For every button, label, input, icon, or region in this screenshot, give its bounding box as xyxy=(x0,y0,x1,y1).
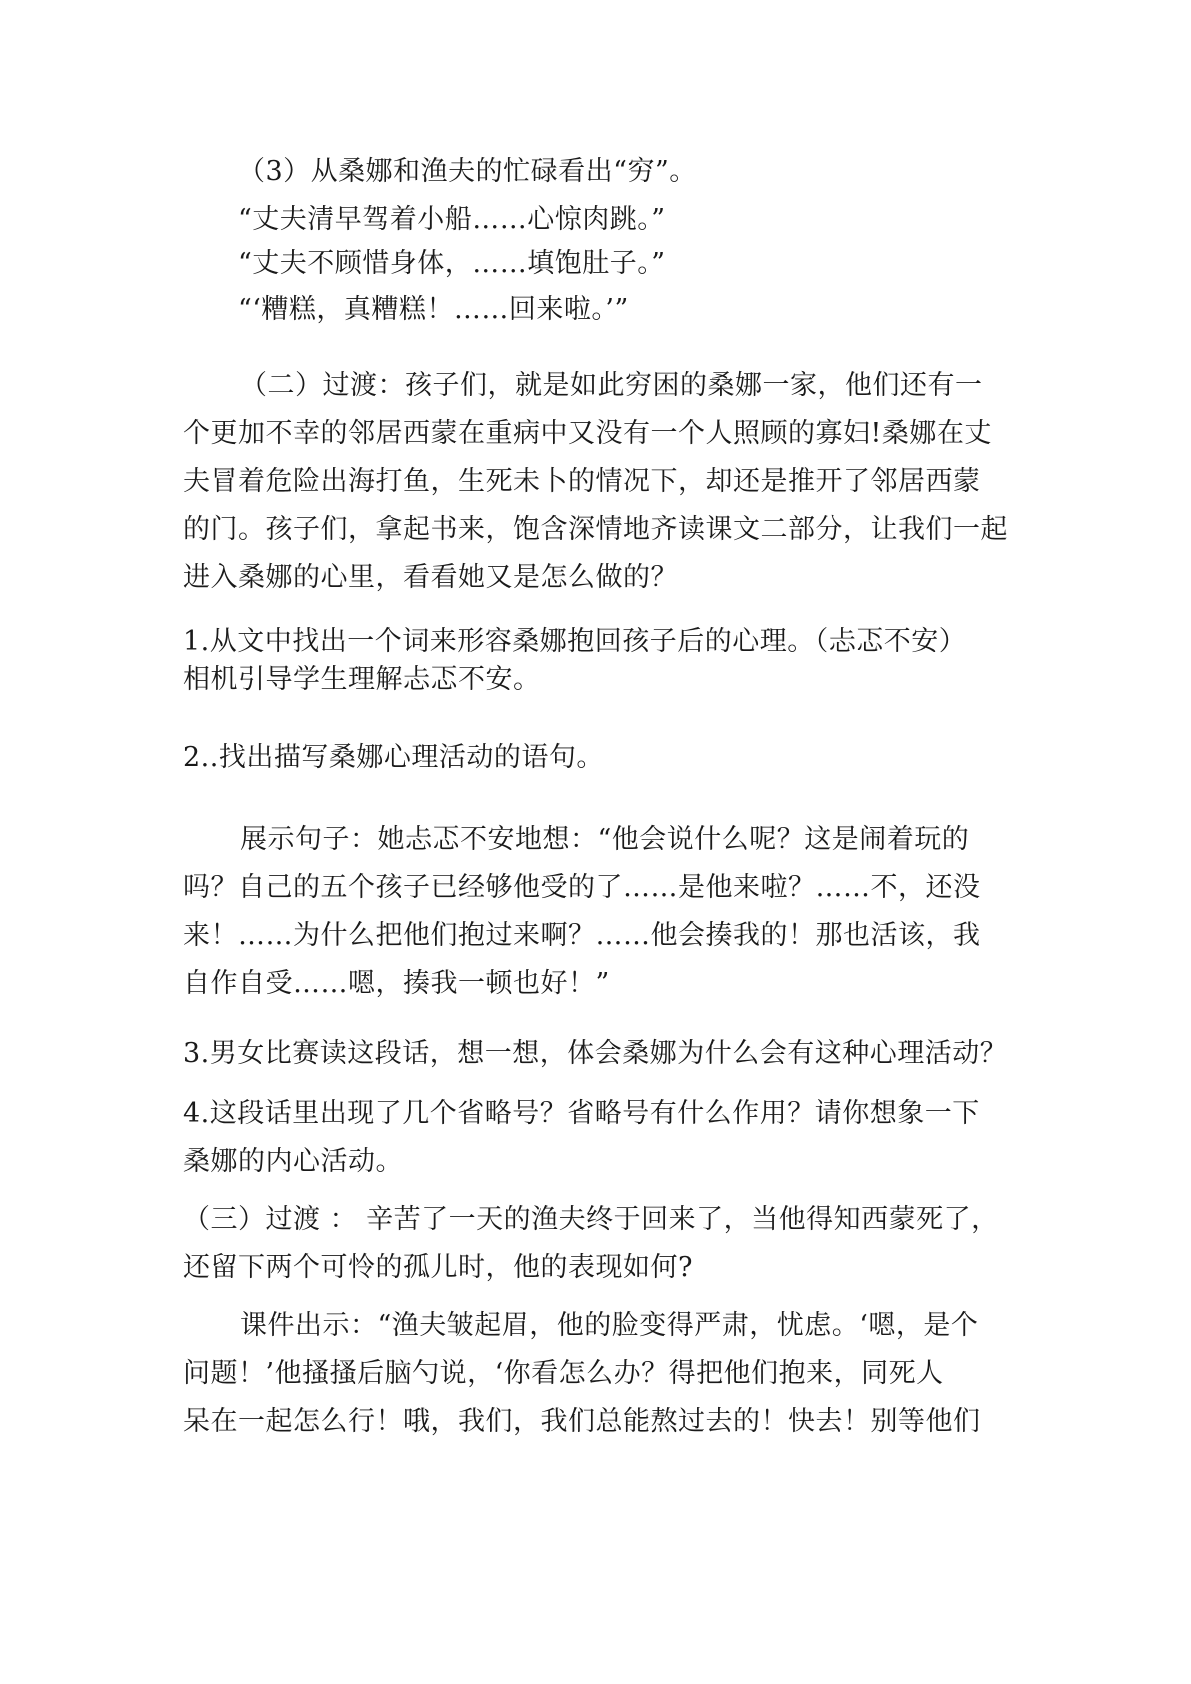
paragraph-line: 课件出示：“渔夫皱起眉，他的脸变得严肃，忧虑。‘嗯，是个 xyxy=(240,1310,979,1341)
paragraph-line: 个更加不幸的邻居西蒙在重病中又没有一个人照顾的寡妇!桑娜在丈 xyxy=(183,418,992,449)
guide-note: 相机引导学生理解忐忑不安。 xyxy=(183,664,541,695)
paragraph-line: 吗？自己的五个孩子已经够他受的了……是他来啦？……不，还没 xyxy=(183,872,981,903)
paragraph-line: 夫冒着危险出海打鱼，生死未卜的情况下，却还是推开了邻居西蒙 xyxy=(183,466,981,497)
paragraph-line: 呆在一起怎么行！哦，我们，我们总能熬过去的！快去！别等他们 xyxy=(183,1406,981,1437)
paragraph-line: 的门。孩子们，拿起书来，饱含深情地齐读课文二部分，让我们一起 xyxy=(183,514,1008,545)
question-4-paragraph xyxy=(183,1090,1023,1186)
quote-line: “‘糟糕，真糟糕！……回来啦。’” xyxy=(238,294,629,325)
point-3-heading: （3）从桑娜和渔夫的忙碌看出“穷”。 xyxy=(238,156,697,187)
paragraph-line: 自作自受……嗯，揍我一顿也好！” xyxy=(183,968,610,999)
paragraph-line: 4.这段话里出现了几个省略号？省略号有什么作用？请你想象一下 xyxy=(183,1098,980,1129)
question-3: 3.男女比赛读这段话，想一想，体会桑娜为什么会有这种心理活动？ xyxy=(183,1038,1008,1069)
quote-line: “丈夫清早驾着小船……心惊肉跳。” xyxy=(238,204,666,235)
courseware-paragraph xyxy=(183,1302,1023,1446)
question-1: 1.从文中找出一个词来形容桑娜抱回孩子后的心理。（忐忑不安） xyxy=(183,626,967,657)
paragraph-line: （三）过渡 ： 辛苦了一天的渔夫终于回来了，当他得知西蒙死了， xyxy=(183,1204,999,1235)
show-sentence-paragraph xyxy=(183,816,1023,1008)
paragraph-line: 问题！’他搔搔后脑勺说，‘你看怎么办？得把他们抱来，同死人 xyxy=(183,1358,944,1389)
paragraph-line: 展示句子：她忐忑不安地想：“他会说什么呢？这是闹着玩的 xyxy=(240,824,970,855)
paragraph-line: 来！……为什么把他们抱过来啊？……他会揍我的！那也活该，我 xyxy=(183,920,981,951)
paragraph-line: 还留下两个可怜的孤儿时，他的表现如何? xyxy=(183,1252,693,1283)
section-three-paragraph xyxy=(183,1196,1023,1292)
paragraph-line: 进入桑娜的心里，看看她又是怎么做的？ xyxy=(183,562,678,593)
quote-line: “丈夫不顾惜身体，……填饱肚子。” xyxy=(238,248,666,279)
question-2: 2..找出描写桑娜心理活动的语句。 xyxy=(183,742,604,773)
paragraph-line: （二）过渡：孩子们，就是如此穷困的桑娜一家，他们还有一 xyxy=(240,370,983,401)
section-two-paragraph xyxy=(183,362,1023,602)
paragraph-line: 桑娜的内心活动。 xyxy=(183,1146,403,1177)
